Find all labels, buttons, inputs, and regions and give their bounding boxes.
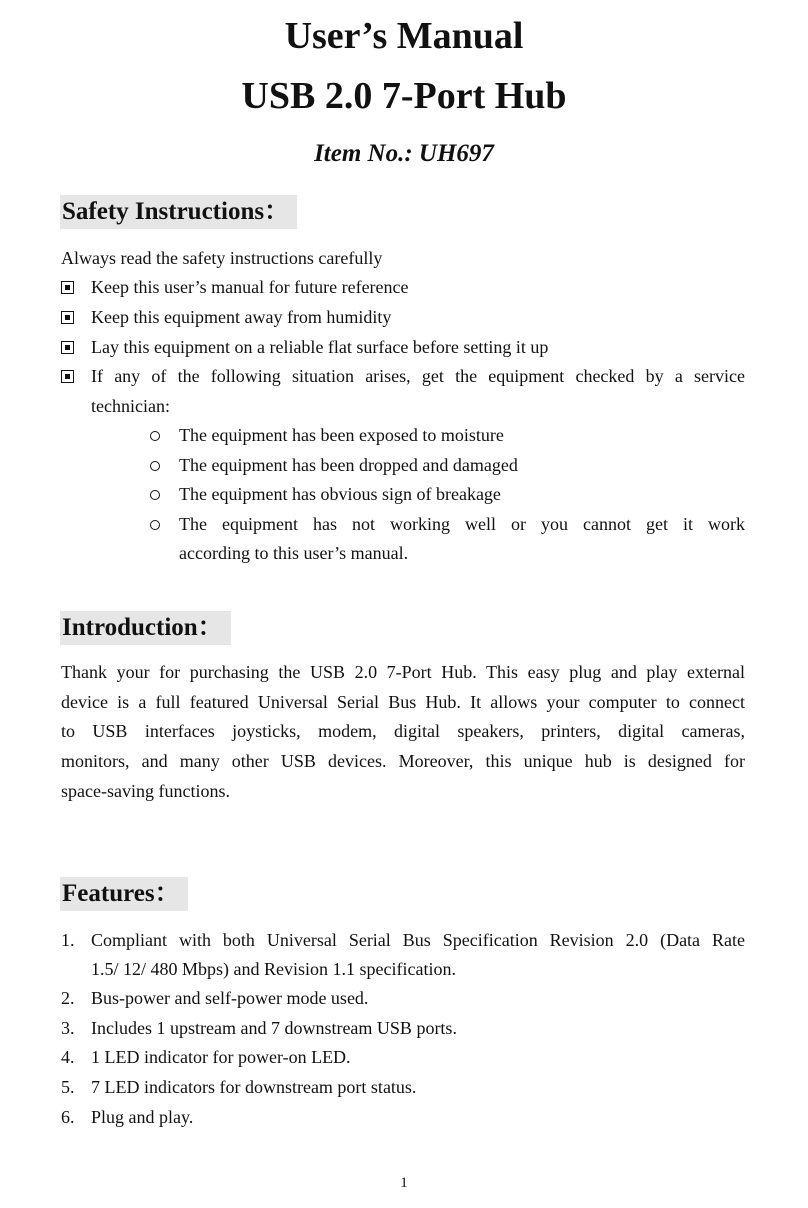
feature-number: 4. — [61, 1047, 75, 1067]
introduction-line: space-saving functions. — [61, 781, 230, 801]
introduction-heading: Introduction： — [60, 611, 231, 645]
safety-sub-bullet: The equipment has not working well or you cannot get it work — [179, 514, 745, 534]
features-heading: Features： — [60, 877, 188, 911]
feature-number: 6. — [61, 1107, 75, 1127]
feature-item: Bus-power and self-power mode used. — [91, 988, 369, 1008]
feature-number: 5. — [61, 1077, 75, 1097]
safety-bullet: Keep this user’s manual for future reference — [91, 277, 409, 297]
checkbox-bullet-icon — [61, 281, 74, 294]
circle-bullet-icon — [150, 461, 160, 471]
item-number: Item No.: UH697 — [314, 140, 494, 167]
circle-bullet-icon — [150, 431, 160, 441]
feature-item: Includes 1 upstream and 7 downstream USB ports. — [91, 1018, 457, 1038]
safety-sub-bullet: The equipment has been exposed to moisture — [179, 425, 504, 445]
circle-bullet-icon — [150, 520, 160, 530]
checkbox-bullet-icon — [61, 341, 74, 354]
safety-intro: Always read the safety instructions carefully — [61, 248, 383, 268]
feature-item: Compliant with both Universal Serial Bus Specification Revision 2.0 (Data Rate — [91, 930, 745, 950]
introduction-line: to USB interfaces joysticks, modem, digital speakers, printers, digital cameras, — [61, 721, 745, 741]
introduction-line: monitors, and many other USB devices. Moreover, this unique hub is designed for — [61, 751, 745, 771]
safety-sub-bullet: The equipment has been dropped and damaged — [179, 455, 518, 475]
safety-bullet-continued: technician: — [91, 396, 170, 416]
safety-bullet: If any of the following situation arises, get the equipment checked by a service — [91, 366, 745, 386]
title-product-name: USB 2.0 7-Port Hub — [241, 75, 567, 117]
checkbox-bullet-icon — [61, 311, 74, 324]
introduction-line: device is a full featured Universal Serial Bus Hub. It allows your computer to connect — [61, 692, 745, 712]
safety-bullet: Keep this equipment away from humidity — [91, 307, 392, 327]
feature-item: 7 LED indicators for downstream port status. — [91, 1077, 417, 1097]
feature-number: 3. — [61, 1018, 75, 1038]
safety-bullet: Lay this equipment on a reliable flat surface before setting it up — [91, 337, 549, 357]
circle-bullet-icon — [150, 490, 160, 500]
page-number: 1 — [400, 1175, 408, 1191]
feature-item-continued: 1.5/ 12/ 480 Mbps) and Revision 1.1 specification. — [91, 959, 456, 979]
feature-number: 2. — [61, 988, 75, 1008]
feature-item: Plug and play. — [91, 1107, 194, 1127]
safety-instructions-heading: Safety Instructions： — [60, 195, 297, 229]
feature-number: 1. — [61, 930, 75, 950]
introduction-line: Thank your for purchasing the USB 2.0 7-Port Hub. This easy plug and play external — [61, 662, 745, 682]
safety-sub-bullet: The equipment has obvious sign of breakage — [179, 484, 501, 504]
checkbox-bullet-icon — [61, 370, 74, 383]
title-users-manual: User’s Manual — [284, 15, 524, 57]
feature-item: 1 LED indicator for power-on LED. — [91, 1047, 351, 1067]
safety-sub-bullet-continued: according to this user’s manual. — [179, 543, 409, 563]
